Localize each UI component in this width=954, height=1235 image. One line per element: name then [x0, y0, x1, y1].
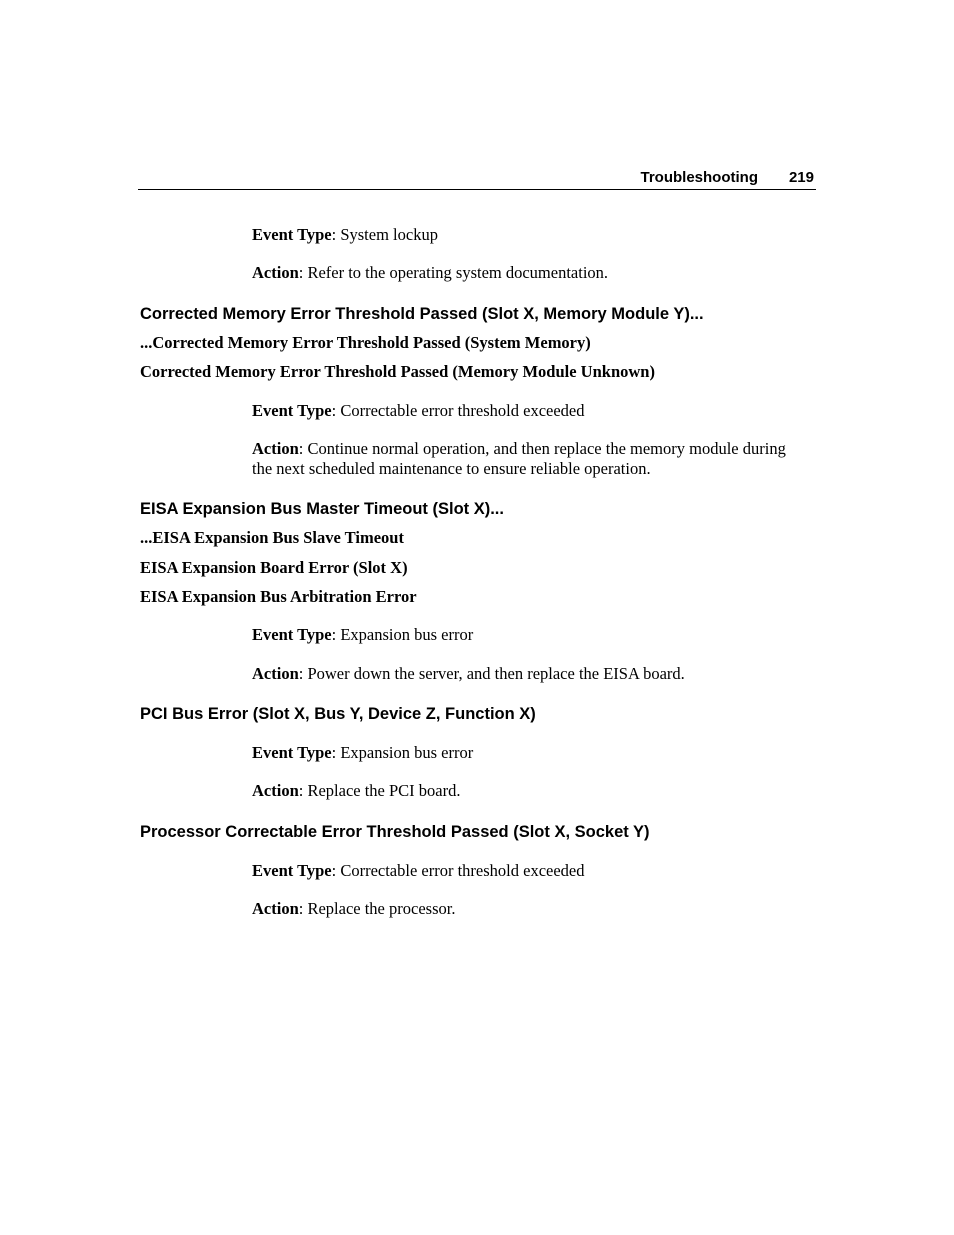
event-type-value: : System lockup	[331, 225, 438, 244]
eisa-event-type	[252, 625, 816, 645]
memory-action	[252, 439, 816, 479]
memory-heading: Corrected Memory Error Threshold Passed (Slot X, Memory Module Y)...	[140, 305, 704, 323]
action-label: Action	[252, 781, 299, 800]
action-value: : Replace the PCI board.	[298, 781, 461, 800]
memory-subheading-system: ...Corrected Memory Error Threshold Passed (System Memory)	[140, 333, 591, 352]
event-type-value: : Correctable error threshold exceeded	[331, 401, 585, 420]
pci-event-type	[252, 743, 816, 763]
page-number: 219	[788, 169, 814, 186]
action-label: Action	[252, 664, 299, 683]
event-type-value: : Correctable error threshold exceeded	[331, 861, 585, 880]
running-header-section: Troubleshooting	[640, 169, 758, 186]
action-value-line2: the next scheduled maintenance to ensure reliable operation.	[252, 459, 651, 478]
pci-action	[252, 781, 816, 801]
action-label: Action	[252, 439, 299, 458]
event-type-label: Event Type	[252, 225, 332, 244]
intro-action	[252, 263, 816, 283]
eisa-subheading-board: EISA Expansion Board Error (Slot X)	[140, 558, 408, 577]
processor-event-type	[252, 861, 816, 881]
event-type-value: : Expansion bus error	[331, 625, 474, 644]
event-type-value: : Expansion bus error	[331, 743, 474, 762]
memory-event-type	[252, 401, 816, 421]
pci-heading: PCI Bus Error (Slot X, Bus Y, Device Z, Function X)	[140, 705, 536, 723]
event-type-label: Event Type	[252, 861, 332, 880]
eisa-heading: EISA Expansion Bus Master Timeout (Slot X)...	[140, 500, 504, 518]
eisa-subheading-slave: ...EISA Expansion Bus Slave Timeout	[140, 528, 404, 547]
page-header	[138, 168, 816, 190]
eisa-subheading-arbitration: EISA Expansion Bus Arbitration Error	[140, 587, 417, 606]
event-type-label: Event Type	[252, 625, 332, 644]
action-label: Action	[252, 899, 299, 918]
memory-subheading-unknown: Corrected Memory Error Threshold Passed (Memory Module Unknown)	[140, 362, 655, 381]
processor-heading: Processor Correctable Error Threshold Passed (Slot X, Socket Y)	[140, 823, 650, 841]
eisa-action	[252, 664, 816, 684]
event-type-label: Event Type	[252, 401, 332, 420]
processor-action	[252, 899, 816, 919]
event-type-label: Event Type	[252, 743, 332, 762]
action-value: : Refer to the operating system documentation.	[298, 263, 609, 282]
action-value-line1: : Continue normal operation, and then replace the memory module during	[298, 439, 786, 458]
action-label: Action	[252, 263, 299, 282]
intro-event-type	[252, 225, 816, 245]
action-value: : Replace the processor.	[298, 899, 456, 918]
action-value: : Power down the server, and then replace the EISA board.	[298, 664, 685, 683]
